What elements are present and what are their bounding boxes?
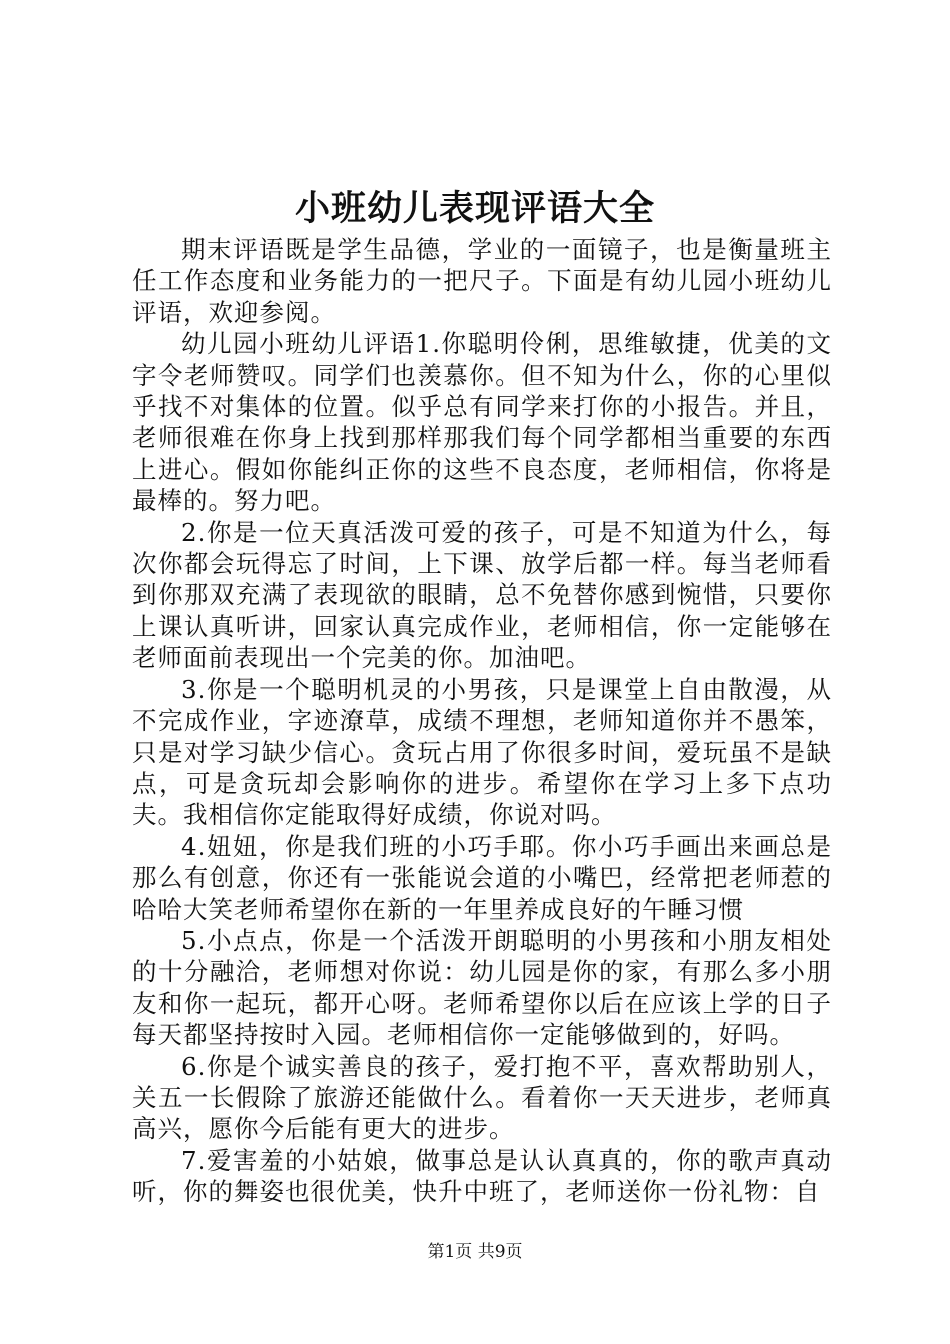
paragraph-comment-3: 3.你是一个聪明机灵的小男孩，只是课堂上自由散漫，从不完成作业，字迹潦草，成绩不理想，老师知道你并不愚笨，只是对学习缺少信心。贪玩占用了你很多时间，爱玩虽不是缺点，可是贪玩却会影响你的进步。希望你在学习上多下点功夫。我相信你定能取得好成绩，你说对吗。	[132, 674, 832, 830]
paragraph-comment-7: 7.爱害羞的小姑娘，做事总是认认真真的，你的歌声真动听，你的舞姿也很优美，快升中班了，老师送你一份礼物：自	[132, 1145, 832, 1207]
document-body	[132, 234, 832, 1208]
document-title: 小班幼儿表现评语大全	[294, 188, 655, 229]
page-footer: 第1页 共9页	[427, 1242, 523, 1262]
paragraph-intro: 期末评语既是学生品德，学业的一面镜子，也是衡量班主任工作态度和业务能力的一把尺子。下面是有幼儿园小班幼儿评语，欢迎参阅。	[132, 235, 832, 327]
paragraph-comment-1: 幼儿园小班幼儿评语1.你聪明伶俐，思维敏捷，优美的文字令老师赞叹。同学们也羡慕你。但不知为什么，你的心里似乎找不对集体的位置。似乎总有同学来打你的小报告。并且，老师很难在你身上找到那样那我们每个同学都相当重要的东西上进心。假如你能纠正你的这些不良态度，老师相信，你将是最棒的。努力吧。	[132, 329, 832, 516]
paragraph-comment-5: 5.小点点，你是一个活泼开朗聪明的小男孩和小朋友相处的十分融洽，老师想对你说：幼儿园是你的家，有那么多小朋友和你一起玩，都开心呀。老师希望你以后在应该上学的日子每天都坚持按时入园。老师相信你一定能够做到的，好吗。	[132, 925, 832, 1050]
paragraph-comment-2: 2.你是一位天真活泼可爱的孩子，可是不知道为什么，每次你都会玩得忘了时间，上下课、放学后都一样。每当老师看到你那双充满了表现欲的眼睛，总不免替你感到惋惜，只要你上课认真听讲，回家认真完成作业，老师相信，你一定能够在老师面前表现出一个完美的你。加油吧。	[132, 517, 832, 673]
paragraph-comment-6: 6.你是个诚实善良的孩子，爱打抱不平，喜欢帮助别人，关五一长假除了旅游还能做什么。看着你一天天进步，老师真高兴，愿你今后能有更大的进步。	[132, 1051, 832, 1144]
paragraph-comment-4: 4.妞妞，你是我们班的小巧手耶。你小巧手画出来画总是那么有创意，你还有一张能说会道的小嘴巴，经常把老师惹的哈哈大笑老师希望你在新的一年里养成良好的午睡习惯	[132, 831, 832, 924]
